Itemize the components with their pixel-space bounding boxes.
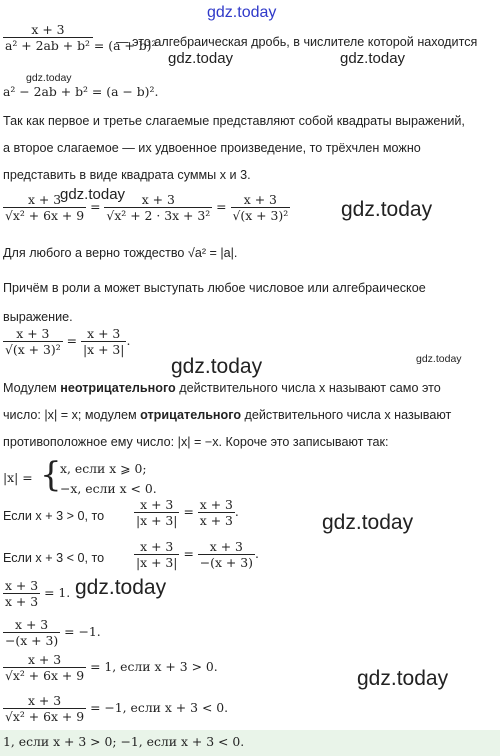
numerator: x + 3 — [31, 22, 65, 37]
text-line: а второе слагаемое — их удвоенное произведение, то трёхчлен можно — [3, 141, 421, 155]
denominator: x + 3 — [199, 513, 233, 528]
numerator: x + 3 — [16, 326, 50, 341]
equation-if1: $\frac{x + 3}{|x + 3|}$ = $\frac{x + 3}{x + 3}$ . — [136, 497, 239, 528]
watermark-top: gdz.today — [207, 4, 277, 21]
text-line: — это алгебраическая дробь, в числителе которой находится — [116, 35, 478, 49]
denominator: |x + 3| — [136, 555, 178, 570]
denominator: √x² + 6x + 9 — [5, 668, 85, 683]
numerator: x + 3 — [27, 192, 62, 207]
denominator: √x² + 6x + 9 — [5, 208, 85, 223]
numerator: x + 3 — [15, 617, 49, 632]
text-line — [3, 381, 441, 395]
numerator: x + 3 — [140, 497, 174, 512]
case-1: x, если x ⩾ 0; — [60, 461, 147, 476]
numerator: x + 3 — [199, 497, 233, 512]
watermark: gdz.today — [357, 667, 449, 690]
watermark: gdz.today — [75, 576, 167, 599]
brace: { — [40, 455, 62, 495]
text-segment: Модулем — [3, 381, 61, 395]
result-value: = 1, если x + 3 > 0. — [90, 659, 218, 674]
numerator: x + 3 — [27, 693, 62, 708]
denominator: |x + 3| — [136, 513, 178, 528]
text-segment: число: |x| = x; модулем — [3, 408, 141, 422]
numerator: x + 3 — [87, 326, 121, 341]
denominator: |x + 3| — [82, 342, 125, 357]
result-2 — [3, 617, 101, 648]
result-value: = −1, если x + 3 < 0. — [90, 700, 229, 715]
numerator: x + 3 — [5, 578, 39, 593]
equals-sign: = — [216, 199, 227, 214]
equation-1 — [3, 192, 290, 223]
numerator: x + 3 — [141, 192, 175, 207]
equation-if2: $\frac{x + 3}{|x + 3|}$ = $\frac{x + 3}{-(x + 3)}$ . — [136, 539, 259, 570]
result-1 — [3, 578, 70, 609]
answer-line: 1, если x + 3 > 0; −1, если x + 3 < 0. — [3, 734, 245, 749]
equation-2 — [3, 326, 130, 357]
formula-line: a² − 2ab + b² = (a − b)². — [3, 84, 159, 99]
condition-text: Если x + 3 > 0, то — [3, 509, 105, 523]
result-value: = −1. — [64, 624, 101, 639]
denominator: √(x + 3)² — [232, 208, 289, 223]
watermark: gdz.today — [340, 50, 406, 67]
equals-sign: = — [66, 333, 78, 348]
result-value: = 1. — [44, 585, 71, 600]
fraction-intro — [3, 22, 157, 53]
numerator: x + 3 — [27, 652, 62, 667]
case-2: −x, если x < 0. — [60, 481, 157, 496]
text-line: выражение. — [3, 310, 73, 324]
equals-sign: = — [183, 546, 194, 561]
text-line: Так как первое и третье слагаемые представляют собой квадраты выражений, — [3, 114, 465, 128]
denominator: x + 3 — [5, 594, 39, 609]
numerator: x + 3 — [243, 192, 277, 207]
watermark: gdz.today — [168, 50, 234, 67]
watermark: gdz.today — [60, 186, 126, 203]
watermark: gdz.today — [322, 511, 414, 534]
text-line: Для любого a верно тождество √a² = |a|. — [3, 246, 238, 260]
numerator: x + 3 — [140, 539, 174, 554]
watermark: gdz.today — [416, 353, 462, 365]
text-segment: действительного числа x называют само это — [175, 381, 441, 395]
result-3 — [3, 652, 218, 683]
abs-lhs: |x| = — [3, 470, 33, 485]
denominator: √x² + 2 · 3x + 3² — [106, 208, 211, 223]
watermark: gdz.today — [26, 72, 72, 84]
text-line: представить в виде квадрата суммы x и 3. — [3, 168, 251, 182]
text-segment: действительного числа x называют — [241, 408, 452, 422]
text-line: Причём в роли a может выступать любое числовое или алгебраическое — [3, 281, 426, 295]
denominator: −(x + 3) — [5, 633, 59, 648]
result-4 — [3, 693, 228, 724]
period: . — [126, 333, 131, 348]
condition-text: Если x + 3 < 0, то — [3, 551, 105, 565]
equals-sign: = — [183, 504, 194, 519]
denominator: −(x + 3) — [199, 555, 253, 570]
text-line: противоположное ему число: |x| = −x. Короче это записывают так: — [3, 435, 389, 449]
bold-term: отрицательного — [140, 408, 242, 422]
denominator: √(x + 3)² — [5, 342, 61, 357]
text-line — [3, 408, 451, 422]
equals-sign: = — [90, 199, 101, 214]
watermark: gdz.today — [341, 198, 433, 221]
numerator: x + 3 — [209, 539, 243, 554]
bold-term: неотрицательного — [60, 381, 176, 395]
denominator: a² + 2ab + b² = (a + b)² — [5, 38, 157, 53]
denominator: √x² + 6x + 9 — [5, 709, 85, 724]
watermark: gdz.today — [171, 355, 263, 378]
